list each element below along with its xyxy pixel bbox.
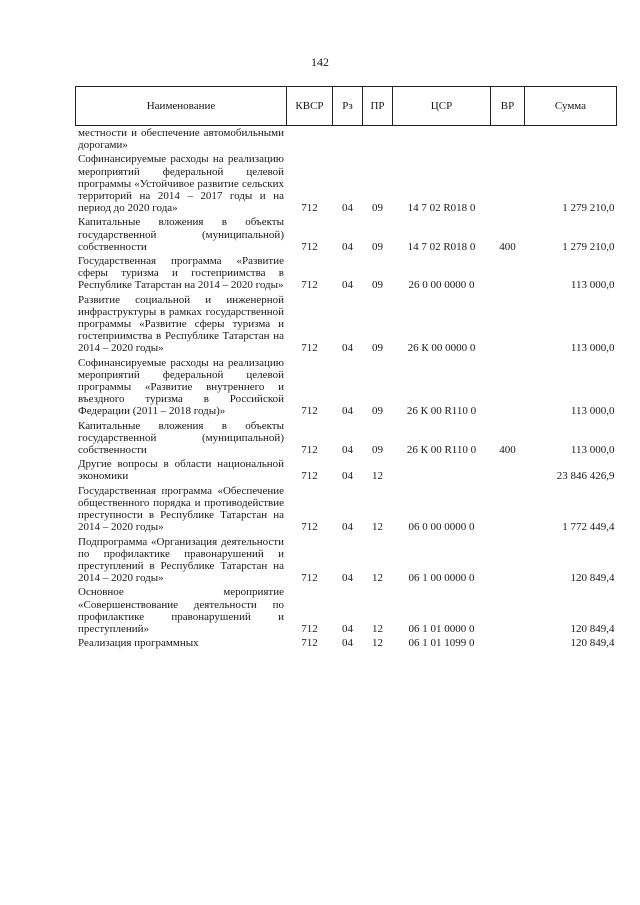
row-pr: 12 — [372, 637, 383, 650]
row-csr: 06 1 01 0000 0 — [408, 622, 475, 635]
row-csr: 26 К 00 R110 0 — [406, 444, 477, 457]
row-sum: 113 000,0 — [570, 342, 615, 355]
table-row — [76, 215, 617, 254]
row-csr: 06 1 01 1099 0 — [408, 637, 475, 650]
row-kvsr: 712 — [301, 572, 318, 585]
row-vr — [491, 484, 525, 535]
row-kvsr: 712 — [301, 202, 318, 215]
row-pr: 12 — [372, 622, 383, 635]
row-sum: 120 849,4 — [570, 622, 615, 635]
row-csr — [393, 457, 491, 483]
row-pr: 09 — [372, 202, 383, 215]
row-kvsr: 712 — [301, 444, 318, 457]
row-sum: 120 849,4 — [570, 637, 615, 650]
row-csr: 26 К 00 R110 0 — [406, 405, 477, 418]
row-name: Подпрограмма «Организация деятельности по профилактике правонарушений и преступлений в Республике Татарстан на 2014 – 2020 годы» — [78, 535, 284, 585]
header-name: Наименование — [76, 87, 287, 126]
row-pr: 12 — [372, 470, 383, 483]
row-pr: 09 — [372, 240, 383, 253]
table-row — [76, 254, 617, 293]
row-pr: 12 — [372, 572, 383, 585]
table-row — [76, 293, 617, 356]
row-csr: 06 1 00 0000 0 — [408, 572, 475, 585]
row-name: Другие вопросы в области национальной экономики — [78, 458, 284, 483]
row-name: Государственная программа «Развитие сферы туризма и гостеприимства в Республике Татарстан на 2014 – 2020 годы» — [78, 255, 284, 292]
row-vr — [491, 356, 525, 419]
table-row — [76, 152, 617, 215]
row-pr: 09 — [372, 444, 383, 457]
header-kvsr: КВСР — [287, 87, 333, 126]
row-name: Государственная программа «Обеспечение общественного порядка и противодействие преступности в Республике Татарстан на 2014 – 2020 годы» — [78, 484, 284, 534]
row-vr — [491, 254, 525, 293]
row-rz — [333, 126, 363, 153]
table-header-row — [76, 87, 617, 126]
row-kvsr: 712 — [301, 342, 318, 355]
row-rz: 04 — [342, 279, 353, 292]
row-sum: 1 279 210,0 — [562, 240, 615, 253]
row-csr — [393, 126, 491, 153]
row-name: Основное мероприятие «Совершенствование деятельности по профилактике правонарушений и преступлений» — [78, 586, 284, 635]
row-name: местности и обеспечение автомобильными дорогами» — [78, 127, 284, 152]
row-name: Софинансируемые расходы на реализацию мероприятий федеральной целевой программы «Устойчивое развитие сельских территорий на 2014 – 2017 годы и на период до 2020 года» — [78, 153, 284, 215]
row-rz: 04 — [342, 572, 353, 585]
row-rz: 04 — [342, 342, 353, 355]
row-name: Капитальные вложения в объекты государственной (муниципальной) собственности — [78, 216, 284, 253]
table-row — [76, 457, 617, 483]
row-kvsr — [287, 126, 333, 153]
row-rz: 04 — [342, 470, 353, 483]
table-row — [76, 356, 617, 419]
row-vr — [491, 457, 525, 483]
row-vr — [491, 126, 525, 153]
row-rz: 04 — [342, 240, 353, 253]
row-sum: 23 846 426,9 — [556, 470, 615, 483]
row-kvsr: 712 — [301, 637, 318, 650]
row-vr: 400 — [499, 444, 516, 457]
row-rz: 04 — [342, 444, 353, 457]
row-kvsr: 712 — [301, 279, 318, 292]
header-rz: Рз — [333, 87, 363, 126]
row-kvsr: 712 — [301, 240, 318, 253]
row-pr: 09 — [372, 405, 383, 418]
row-name: Развитие социальной и инженерной инфраструктуры в рамках государственной программы «Развитие сферы туризма и гостеприимства в Республике Татарстан на 2014 – 2020 годы» — [78, 293, 284, 355]
row-name: Капитальные вложения в объекты государственной (муниципальной) собственности — [78, 419, 284, 457]
row-sum: 120 849,4 — [570, 572, 615, 585]
row-pr: 09 — [372, 342, 383, 355]
row-vr — [491, 585, 525, 636]
table-row — [76, 535, 617, 586]
row-sum: 1 279 210,0 — [562, 202, 615, 215]
row-csr: 06 0 00 0000 0 — [408, 521, 475, 534]
row-rz: 04 — [342, 521, 353, 534]
row-kvsr: 712 — [301, 470, 318, 483]
page-number: 142 — [311, 55, 329, 69]
row-vr — [491, 535, 525, 586]
row-pr: 12 — [372, 521, 383, 534]
row-kvsr: 712 — [301, 622, 318, 635]
row-csr: 26 0 00 0000 0 — [408, 279, 475, 292]
row-name: Софинансируемые расходы на реализацию мероприятий федеральной целевой программы «Развитие внутреннего и въездного туризма в Российской Федерации (2011 – 2018 годы)» — [78, 356, 284, 418]
table-row — [76, 126, 617, 153]
header-vr: ВР — [491, 87, 525, 126]
row-pr: 09 — [372, 279, 383, 292]
row-kvsr: 712 — [301, 405, 318, 418]
row-kvsr: 712 — [301, 521, 318, 534]
row-vr: 400 — [499, 240, 516, 253]
row-rz: 04 — [342, 637, 353, 650]
row-sum: 1 772 449,4 — [562, 521, 615, 534]
row-vr — [491, 636, 525, 650]
table-row — [76, 484, 617, 535]
table-row — [76, 636, 617, 650]
row-sum: 113 000,0 — [570, 405, 615, 418]
row-rz: 04 — [342, 622, 353, 635]
row-vr — [491, 152, 525, 215]
row-sum — [525, 126, 617, 153]
budget-table — [75, 86, 617, 650]
row-rz: 04 — [342, 405, 353, 418]
row-vr — [491, 293, 525, 356]
row-sum: 113 000,0 — [570, 444, 615, 457]
row-pr — [363, 126, 393, 153]
header-sum: Сумма — [525, 87, 617, 126]
table-row — [76, 585, 617, 636]
header-csr: ЦСР — [393, 87, 491, 126]
row-sum: 113 000,0 — [570, 279, 615, 292]
row-name: Реализация программных — [78, 637, 199, 650]
row-rz: 04 — [342, 202, 353, 215]
row-csr: 14 7 02 R018 0 — [407, 240, 476, 253]
header-pr: ПР — [363, 87, 393, 126]
row-csr: 26 К 00 0000 0 — [407, 342, 476, 355]
row-csr: 14 7 02 R018 0 — [407, 202, 476, 215]
table-row — [76, 419, 617, 458]
